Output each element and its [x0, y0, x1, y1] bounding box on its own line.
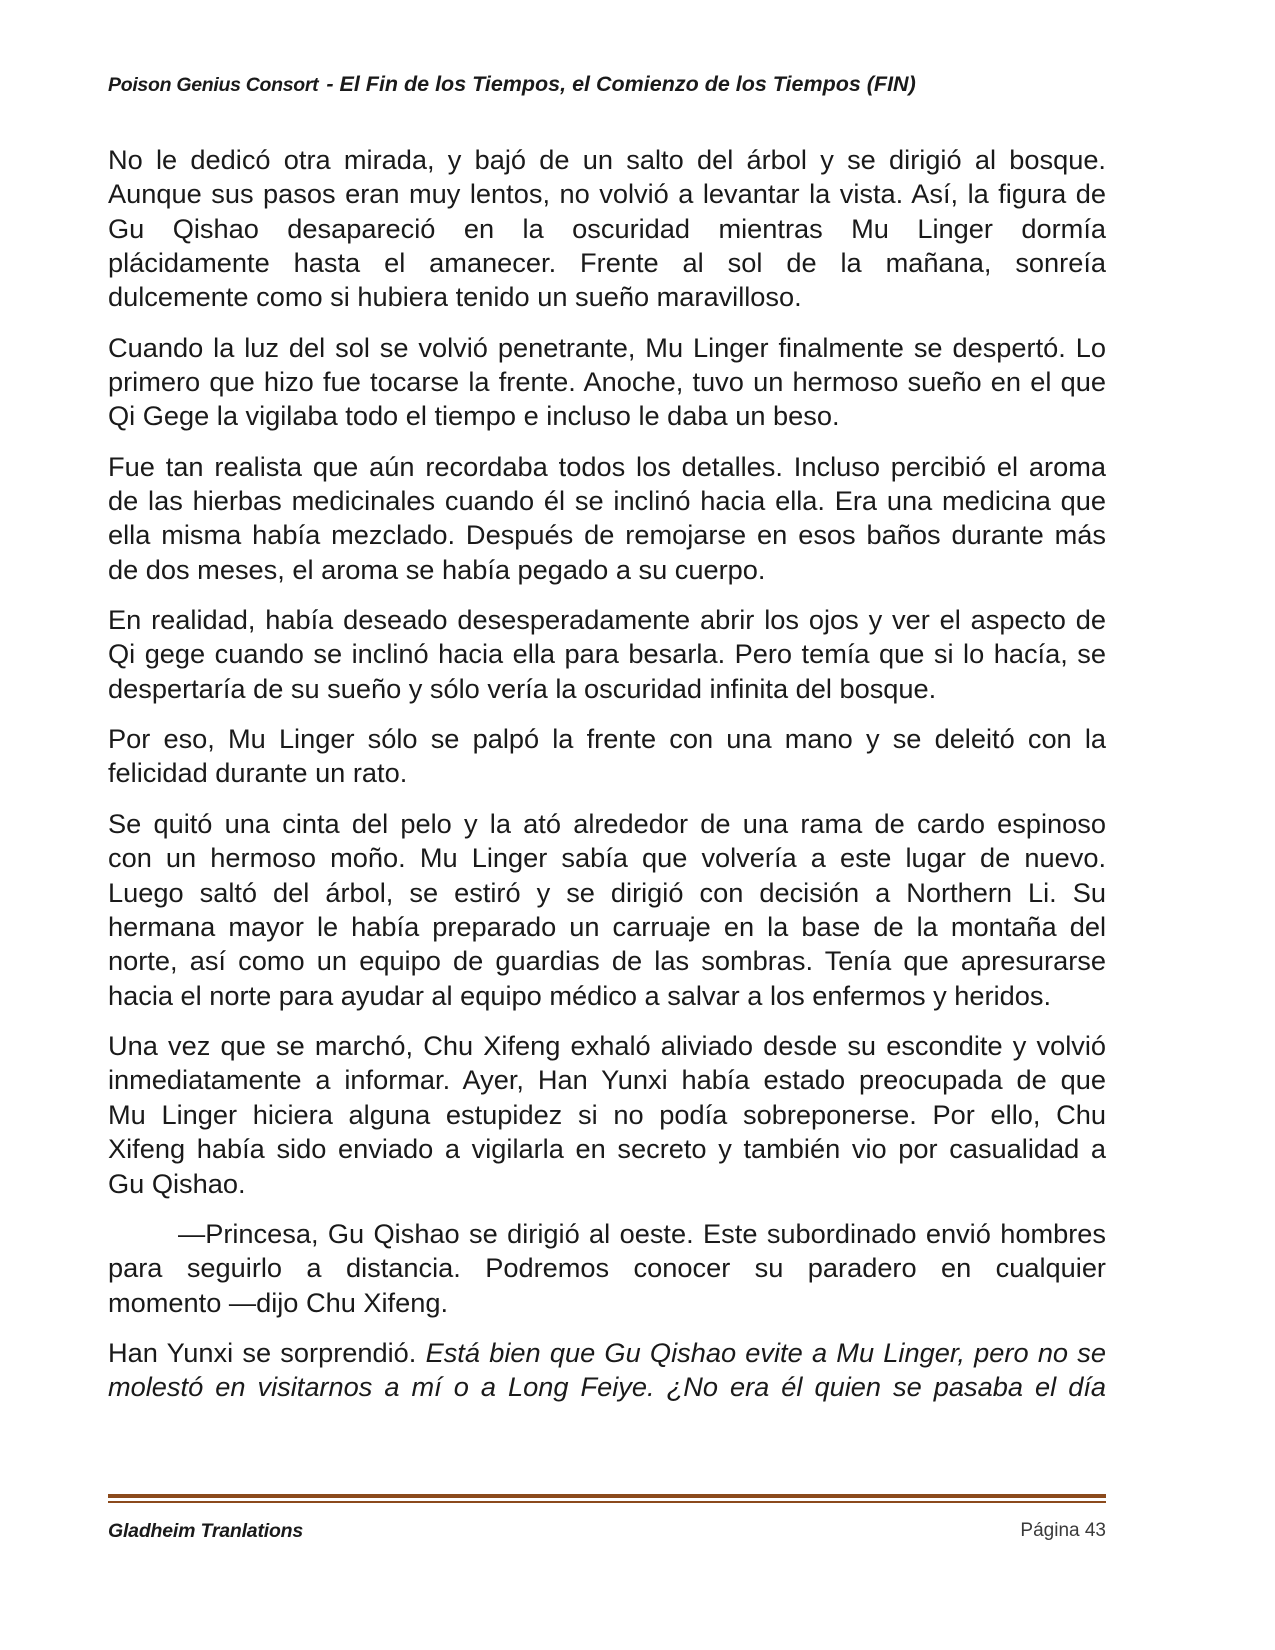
text-line: En realidad, había deseado desesperadamente abrir los ojos y ver el aspecto de: [108, 604, 1106, 636]
page-number: Página 43: [1020, 1520, 1106, 1541]
paragraph: [108, 1029, 1106, 1201]
text-line: plácidamente hasta el amanecer. Frente al sol de la mañana, sonreía: [108, 247, 1106, 279]
text-line: de dos meses, el aroma se había pegado a su cuerpo.: [108, 553, 766, 585]
text-line: Fue tan realista que aún recordaba todos los detalles. Incluso percibió el aroma: [108, 450, 1106, 482]
text-line: inmediatamente a informar. Ayer, Han Yunxi había estado preocupada de que: [108, 1064, 1106, 1096]
page-header: [108, 70, 916, 98]
italic-text-segment: Está bien que Gu Qishao evite a Mu Linger, pero no se: [425, 1336, 1106, 1368]
text-line: de las hierbas medicinales cuando él se inclinó hacia ella. Era una medicina que: [108, 485, 1106, 517]
paragraph: [108, 1336, 1106, 1405]
paragraph: [108, 1217, 1106, 1320]
paragraph: [108, 143, 1106, 315]
footer-credit: Gladheim Tranlations: [108, 1520, 304, 1542]
document-body: [108, 143, 1106, 1421]
text-line: Aunque sus pasos eran muy lentos, no volvió a levantar la vista. Así, la figura de: [108, 178, 1106, 210]
text-line: Xifeng había sido enviado a vigilarla en secreto y también vio por casualidad a: [108, 1133, 1106, 1165]
text-line: dulcemente como si hubiera tenido un sueño maravilloso.: [108, 281, 802, 313]
header-chapter-title: - El Fin de los Tiempos, el Comienzo de los Tiempos (FIN): [326, 72, 916, 96]
text-line: norte, así como un equipo de guardias de las sombras. Tenía que apresurarse: [108, 945, 1106, 977]
text-line: hacia el norte para ayudar al equipo médico a salvar a los enfermos y heridos.: [108, 979, 1052, 1011]
paragraph: [108, 722, 1106, 791]
text-line: No le dedicó otra mirada, y bajó de un salto del árbol y se dirigió al bosque.: [108, 143, 1106, 175]
text-line: Gu Qishao.: [108, 1167, 246, 1199]
text-line: felicidad durante un rato.: [108, 757, 408, 789]
footer-rule-thin: [108, 1501, 1106, 1503]
text-line: Qi gege cuando se inclinó hacia ella para besarla. Pero temía que si lo hacía, se: [108, 638, 1106, 670]
text-line: [108, 1336, 1106, 1370]
italic-text-segment: molestó en visitarnos a mí o a Long Feiye. ¿No era él quien se pasaba el día: [108, 1371, 1106, 1403]
text-line: Una vez que se marchó, Chu Xifeng exhaló aliviado desde su escondite y volvió: [108, 1029, 1106, 1061]
text-segment: Han Yunxi se sorprendió.: [108, 1336, 426, 1368]
paragraph: [108, 603, 1106, 706]
text-line: Cuando la luz del sol se volvió penetrante, Mu Linger finalmente se despertó. Lo: [108, 331, 1106, 363]
paragraph: [108, 331, 1106, 434]
text-line: Gu Qishao desapareció en la oscuridad mientras Mu Linger dormía: [108, 212, 1106, 244]
text-line: primero que hizo fue tocarse la frente. Anoche, tuvo un hermoso sueño en el que: [108, 366, 1106, 398]
text-line: Qi Gege la vigilaba todo el tiempo e incluso le daba un beso.: [108, 400, 840, 432]
text-line: Luego saltó del árbol, se estiró y se dirigió con decisión a Northern Li. Su: [108, 876, 1106, 908]
header-series-title: Poison Genius Consort: [108, 74, 319, 96]
text-line: con un hermoso moño. Mu Linger sabía que volvería a este lugar de nuevo.: [108, 842, 1106, 874]
text-line: —Princesa, Gu Qishao se dirigió al oeste. Este subordinado envió hombres: [178, 1217, 1106, 1249]
paragraph: [108, 807, 1106, 1013]
text-line: hermana mayor le había preparado un carruaje en la base de la montaña del: [108, 910, 1106, 942]
text-line: Mu Linger hiciera alguna estupidez si no podía sobreponerse. Por ello, Chu: [108, 1098, 1106, 1130]
text-line: ella misma había mezclado. Después de remojarse en esos baños durante más: [108, 519, 1106, 551]
text-line: Se quitó una cinta del pelo y la ató alrededor de una rama de cardo espinoso: [108, 807, 1106, 839]
text-line: [108, 1370, 1106, 1404]
paragraph: [108, 450, 1106, 588]
footer-rule-thick: [108, 1494, 1106, 1498]
text-line: momento —dijo Chu Xifeng.: [108, 1286, 449, 1318]
text-line: Por eso, Mu Linger sólo se palpó la frente con una mano y se deleitó con la: [108, 723, 1106, 755]
text-line: despertaría de su sueño y sólo vería la oscuridad infinita del bosque.: [108, 672, 937, 704]
text-line: para seguirlo a distancia. Podremos conocer su paradero en cualquier: [108, 1252, 1106, 1284]
